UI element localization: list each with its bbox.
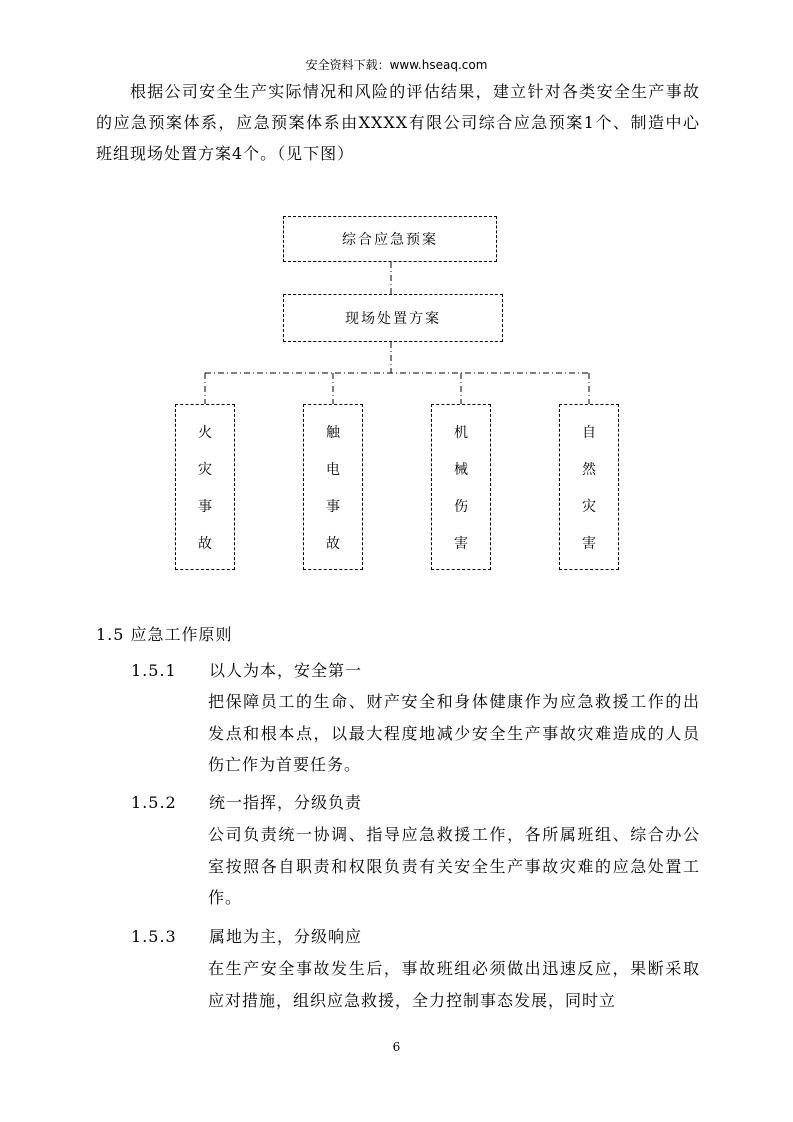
leaf-char: 故 [326, 535, 340, 552]
item-title: 统一指挥，分级负责 [209, 793, 363, 812]
page-header: 安全资料下载：www.hseaq.com [305, 58, 488, 72]
item-title: 属地为主，分级响应 [209, 927, 363, 946]
item-number: 1.5.1 [131, 661, 177, 680]
leaf-char: 触 [326, 424, 340, 441]
leaf-char: 火 [198, 424, 212, 441]
leaf-char: 电 [326, 461, 340, 478]
leaf-box-mechanical [431, 404, 491, 570]
item-heading [131, 658, 362, 681]
section-title: 1.5 应急工作原则 [96, 625, 233, 644]
top-plan-box: 综合应急预案 [283, 216, 497, 262]
item-heading [131, 924, 362, 947]
leaf-char: 害 [582, 535, 596, 552]
item-number: 1.5.2 [131, 793, 177, 812]
leaf-char: 事 [326, 498, 340, 515]
item-body: 在生产安全事故发生后，事故班组必须做出迅速反应，果断采取应对措施，组织应急救援，全力控制事态发展，同时立 [208, 959, 700, 1010]
leaf-box-natural [559, 404, 619, 570]
leaf-char: 自 [582, 424, 596, 441]
leaf-char: 械 [454, 461, 468, 478]
item-title: 以人为本，安全第一 [209, 661, 363, 680]
leaf-char: 故 [198, 535, 212, 552]
page-number: 6 [392, 1040, 401, 1054]
item-body: 把保障员工的生命、财产安全和身体健康作为应急救援工作的出发点和根本点，以最大程度地减少安全生产事故灾难造成的人员伤亡作为首要任务。 [208, 692, 700, 774]
item-heading [131, 790, 362, 813]
leaf-char: 灾 [582, 498, 596, 515]
intro-paragraph: 根据公司安全生产实际情况和风险的评估结果，建立针对各类安全生产事故的应急预案体系，应急预案体系由XXXX有限公司综合应急预案1个、制造中心班组现场处置方案4个。（见下图） [96, 82, 700, 163]
leaf-box-fire [175, 404, 235, 570]
leaf-char: 机 [454, 424, 468, 441]
middle-plan-box: 现场处置方案 [283, 294, 503, 342]
leaf-box-electric [303, 404, 363, 570]
leaf-char: 然 [582, 461, 596, 478]
leaf-char: 害 [454, 535, 468, 552]
item-number: 1.5.3 [131, 927, 177, 946]
leaf-char: 事 [198, 498, 212, 515]
item-body: 公司负责统一协调、指导应急救援工作，各所属班组、综合办公室按照各自职责和权限负责有关安全生产事故灾难的应急处置工作。 [208, 825, 700, 907]
leaf-char: 灾 [198, 461, 212, 478]
leaf-char: 伤 [454, 498, 468, 515]
